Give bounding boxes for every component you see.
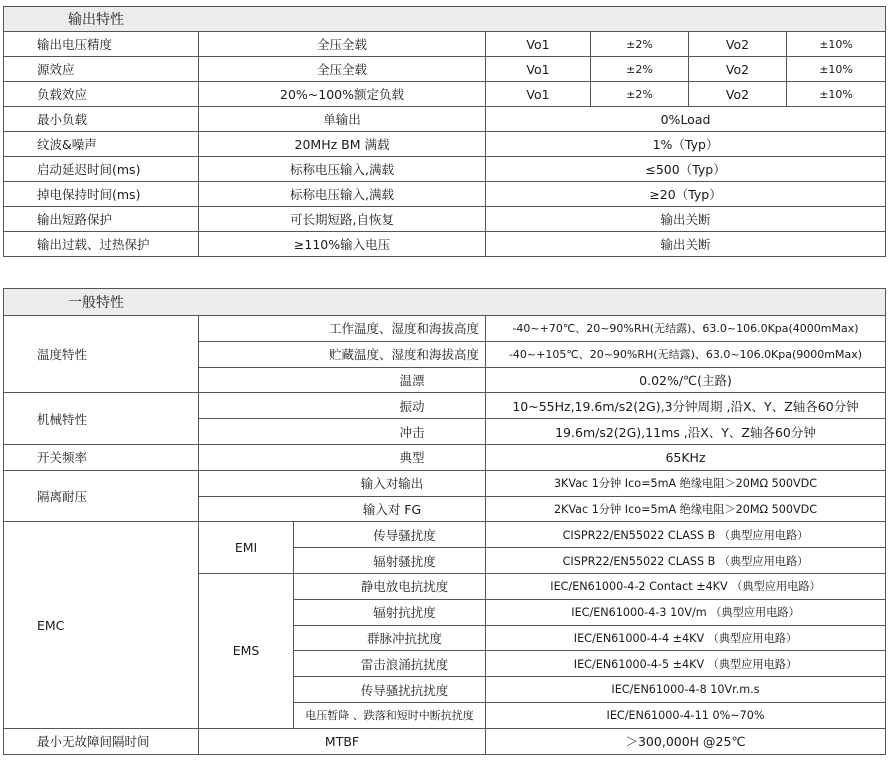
param-condition: 输入对输出 [199, 470, 486, 496]
switching-frequency-name: 开关频率 [4, 444, 199, 470]
param-condition: 标称电压输入,满载 [199, 157, 486, 182]
vo1-value: ±2% [591, 82, 689, 107]
table-row [4, 132, 886, 157]
vo1-label: Vo1 [486, 82, 591, 107]
param-name: 掉电保持时间(ms) [4, 182, 199, 207]
param-value: 19.6m/s2(2G),11ms ,沿X、Y、Z轴各60分钟 [486, 419, 886, 445]
param-name: 源效应 [4, 57, 199, 82]
table-row [4, 316, 886, 342]
param-condition: 辐射骚扰度 [294, 548, 486, 574]
param-value: IEC/EN61000-4-8 10Vr.m.s [486, 677, 886, 703]
vo2-value: ±10% [787, 57, 886, 82]
param-value: 65KHz [486, 444, 886, 470]
table-row [4, 393, 886, 419]
param-condition: MTBF [199, 728, 486, 754]
param-value: 2KVac 1分钟 Ico=5mA 绝缘电阻＞20MΩ 500VDC [486, 496, 886, 522]
table-row [4, 82, 886, 107]
emi-subgroup-name: EMI [199, 522, 294, 574]
param-value: IEC/EN61000-4-3 10V/m （典型应用电路） [486, 599, 886, 625]
param-name: 纹波&噪声 [4, 132, 199, 157]
param-condition: 输入对 FG [199, 496, 486, 522]
param-condition: 传导骚扰度 [294, 522, 486, 548]
param-value: 0.02%/℃(主路) [486, 367, 886, 393]
param-value: 输出关断 [486, 207, 886, 232]
vo1-value: ±2% [591, 32, 689, 57]
param-condition: 可长期短路,自恢复 [199, 207, 486, 232]
param-name: 负载效应 [4, 82, 199, 107]
vo2-value: ±10% [787, 32, 886, 57]
param-condition: 冲击 [199, 419, 486, 445]
param-value: 输出关断 [486, 232, 886, 257]
param-value: -40~+105℃、20~90%RH(无结露)、63.0~106.0Kpa(9000mMax) [486, 341, 886, 367]
param-value: ≥20（Typ） [486, 182, 886, 207]
vo1-label: Vo1 [486, 32, 591, 57]
vo2-label: Vo2 [689, 82, 787, 107]
param-name: 输出电压精度 [4, 32, 199, 57]
table-row [4, 157, 886, 182]
table-row [4, 444, 886, 470]
param-condition: 雷击浪涌抗扰度 [294, 651, 486, 677]
emc-group-name: EMC [4, 522, 199, 728]
table-row [4, 32, 886, 57]
output-section-header [4, 7, 886, 32]
vo2-label: Vo2 [689, 32, 787, 57]
param-condition: 单输出 [199, 107, 486, 132]
param-condition: 20MHz BM 满载 [199, 132, 486, 157]
param-value: IEC/EN61000-4-2 Contact ±4KV （典型应用电路） [486, 573, 886, 599]
param-value: ≤500（Typ） [486, 157, 886, 182]
param-condition: 群脉冲抗扰度 [294, 625, 486, 651]
param-condition: 工作温度、湿度和海拔高度 [199, 316, 486, 342]
mechanical-group-name: 机械特性 [4, 393, 199, 445]
isolation-group-name: 隔离耐压 [4, 470, 199, 522]
table-row [4, 232, 886, 257]
table-row [4, 207, 886, 232]
table-row [4, 57, 886, 82]
param-condition: 全压全载 [199, 57, 486, 82]
param-value: -40~+70℃、20~90%RH(无结露)、63.0~106.0Kpa(4000mMax) [486, 316, 886, 342]
param-value: ＞300,000H @25℃ [486, 728, 886, 754]
param-condition: 传导骚扰抗扰度 [294, 677, 486, 703]
param-condition: 电压暂降 、跌落和短时中断抗扰度 [294, 702, 486, 728]
param-condition: ≥110%输入电压 [199, 232, 486, 257]
param-value: IEC/EN61000-4-11 0%~70% [486, 702, 886, 728]
vo2-label: Vo2 [689, 57, 787, 82]
general-section-title: 一般特性 [4, 289, 886, 316]
table-row [4, 522, 886, 548]
vo1-label: Vo1 [486, 57, 591, 82]
param-value: IEC/EN61000-4-4 ±4KV （典型应用电路） [486, 625, 886, 651]
ems-subgroup-name: EMS [199, 573, 294, 728]
param-condition: 振动 [199, 393, 486, 419]
param-value: IEC/EN61000-4-5 ±4KV （典型应用电路） [486, 651, 886, 677]
param-condition: 20%~100%额定负载 [199, 82, 486, 107]
general-section-header [4, 289, 886, 316]
param-value: CISPR22/EN55022 CLASS B （典型应用电路） [486, 522, 886, 548]
param-condition: 标称电压输入,满载 [199, 182, 486, 207]
table-row [4, 107, 886, 132]
param-condition: 辐射抗扰度 [294, 599, 486, 625]
param-value: CISPR22/EN55022 CLASS B （典型应用电路） [486, 548, 886, 574]
table-row [4, 470, 886, 496]
table-row [4, 182, 886, 207]
mtbf-name: 最小无故障间隔时间 [4, 728, 199, 754]
param-condition: 温漂 [199, 367, 486, 393]
param-condition: 全压全载 [199, 32, 486, 57]
param-value: 1%（Typ） [486, 132, 886, 157]
param-condition: 贮藏温度、湿度和海拔高度 [199, 341, 486, 367]
param-name: 最小负载 [4, 107, 199, 132]
param-value: 0%Load [486, 107, 886, 132]
output-section-title: 输出特性 [4, 7, 886, 32]
vo2-value: ±10% [787, 82, 886, 107]
temperature-group-name: 温度特性 [4, 316, 199, 393]
param-name: 启动延迟时间(ms) [4, 157, 199, 182]
output-characteristics-table [3, 6, 886, 257]
general-characteristics-table [3, 288, 886, 755]
param-name: 输出短路保护 [4, 207, 199, 232]
param-condition: 静电放电抗扰度 [294, 573, 486, 599]
param-name: 输出过载、过热保护 [4, 232, 199, 257]
table-row [4, 728, 886, 754]
vo1-value: ±2% [591, 57, 689, 82]
param-value: 10~55Hz,19.6m/s2(2G),3分钟周期 ,沿X、Y、Z轴各60分钟 [486, 393, 886, 419]
param-condition: 典型 [199, 444, 486, 470]
param-value: 3KVac 1分钟 Ico=5mA 绝缘电阻＞20MΩ 500VDC [486, 470, 886, 496]
